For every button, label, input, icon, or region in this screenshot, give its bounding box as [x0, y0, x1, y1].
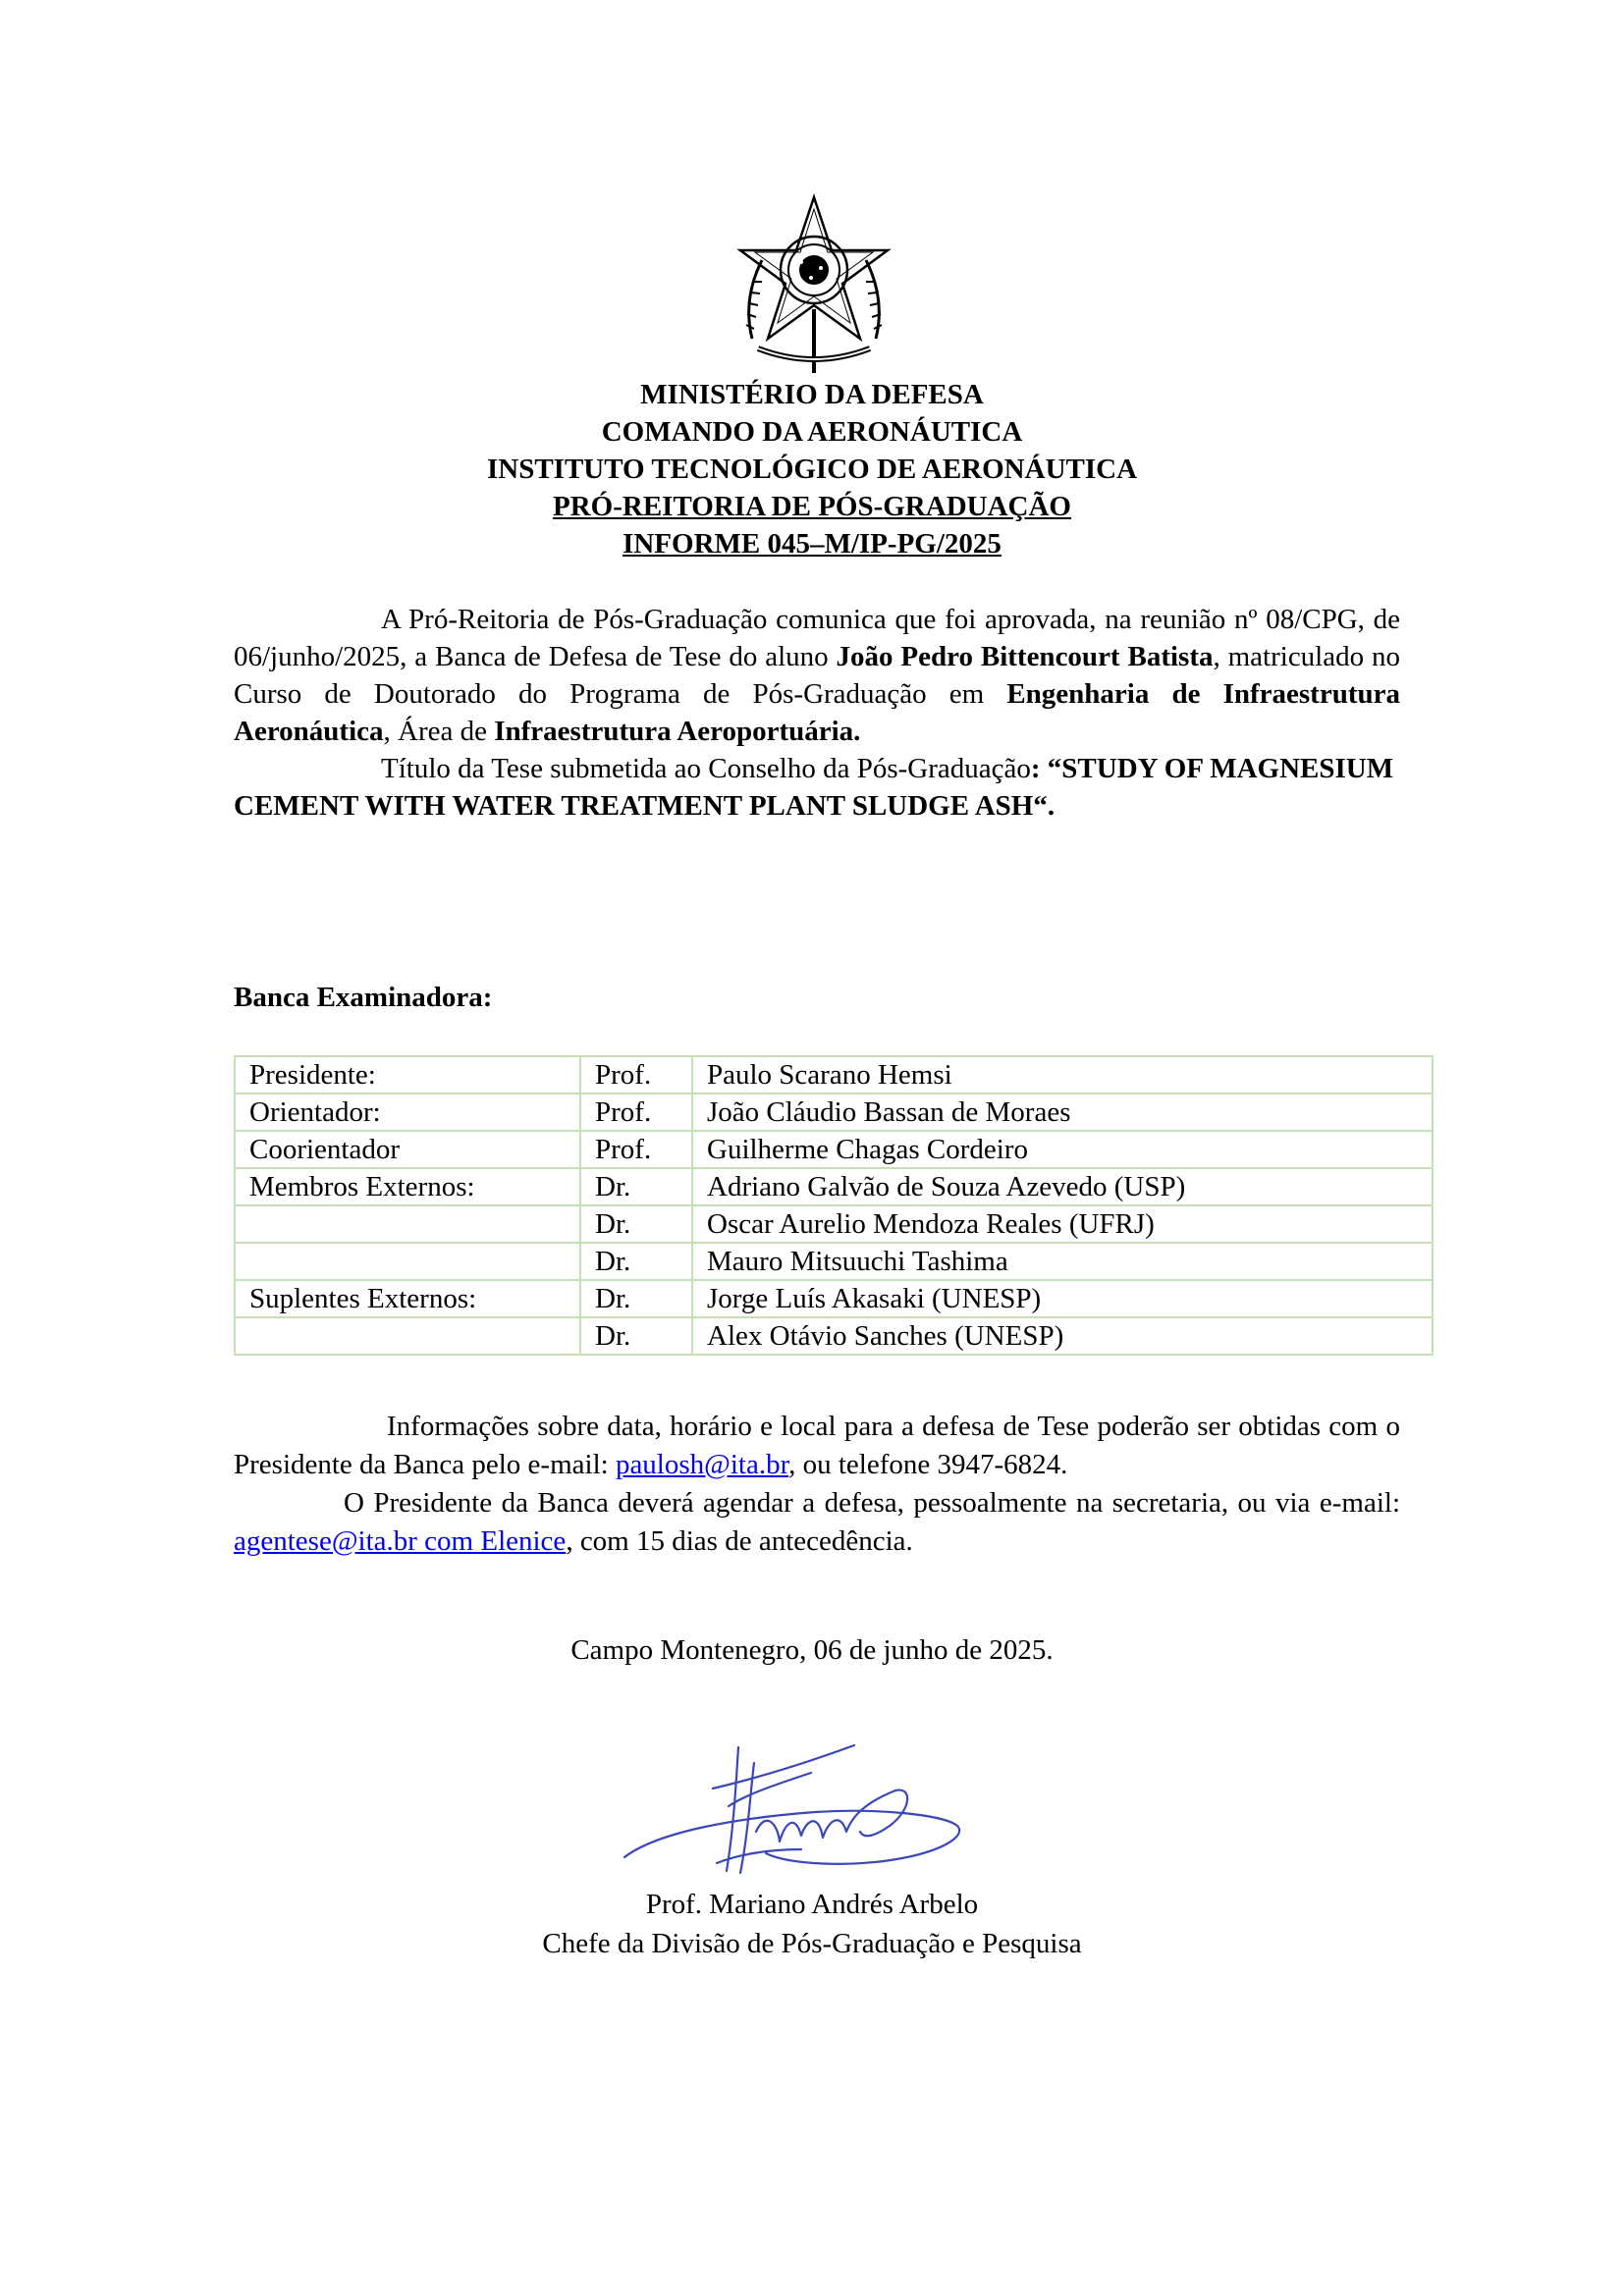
- contact-text: , ou telefone 3947-6824.: [788, 1449, 1068, 1480]
- secretary-email-link[interactable]: agentese@ita.br com Elenice: [234, 1525, 567, 1557]
- informe-number: INFORME 045–M/IP-PG/2025: [623, 528, 1001, 560]
- contact-paragraph: [234, 1408, 1400, 1484]
- institute-line: INSTITUTO TECNOLÓGICO DE AERONÁUTICA: [486, 454, 1138, 485]
- committee-role: Membros Externos:: [235, 1168, 580, 1205]
- table-row: [235, 1243, 1433, 1280]
- brazil-coat-of-arms-icon: [732, 191, 895, 378]
- committee-member-name: Jorge Luís Akasaki (UNESP): [692, 1280, 1433, 1317]
- command-line: COMANDO DA AERONÁUTICA: [601, 416, 1023, 448]
- committee-role: Suplentes Externos:: [235, 1280, 580, 1317]
- committee-title: Prof.: [580, 1094, 692, 1131]
- committee-role: [235, 1317, 580, 1355]
- announcement-body: [234, 601, 1400, 825]
- president-email-link[interactable]: paulosh@ita.br: [615, 1449, 789, 1480]
- thesis-title-intro: Título da Tese submetida ao Conselho da Pós-Graduação: [381, 753, 1031, 784]
- committee-member-name: Alex Otávio Sanches (UNESP): [692, 1317, 1433, 1355]
- committee-title: Dr.: [580, 1168, 692, 1205]
- table-row: [235, 1168, 1433, 1205]
- announcement-text: A Pró-Reitoria de Pós-Graduação comunica que foi aprovada, na reunião nº 08/CPG, de 06/junho/2025, a Banca de Defesa de Tese do aluno: [234, 604, 1400, 672]
- table-row: [235, 1317, 1433, 1355]
- document-header: [0, 376, 1624, 562]
- committee-role: [235, 1205, 580, 1243]
- defense-info: [234, 1408, 1400, 1561]
- committee-label: Banca Examinadora:: [234, 982, 493, 1013]
- announcement-text: , Área de: [383, 716, 495, 747]
- area-name: Infraestrutura Aeroportuária.: [494, 716, 861, 747]
- committee-member-name: Mauro Mitsuuchi Tashima: [692, 1243, 1433, 1280]
- committee-title: Dr.: [580, 1280, 692, 1317]
- committee-member-name: João Cláudio Bassan de Moraes: [692, 1094, 1433, 1131]
- committee-member-name: Paulo Scarano Hemsi: [692, 1056, 1433, 1094]
- scheduling-text: , com 15 dias de antecedência.: [566, 1525, 913, 1557]
- contact-text: Informações sobre data, horário e local para a defesa de Tese poderão ser obtidas com o Presidente da Banca pelo e-mail:: [234, 1411, 1400, 1480]
- committee-role: Presidente:: [235, 1056, 580, 1094]
- table-row: [235, 1056, 1433, 1094]
- scheduling-paragraph: [234, 1484, 1400, 1561]
- committee-role: Orientador:: [235, 1094, 580, 1131]
- signer-block: [0, 1885, 1624, 1963]
- committee-member-name: Oscar Aurelio Mendoza Reales (UFRJ): [692, 1205, 1433, 1243]
- table-row: [235, 1131, 1433, 1168]
- committee-title: Prof.: [580, 1056, 692, 1094]
- thesis-title-paragraph: [234, 750, 1400, 825]
- table-row: [235, 1205, 1433, 1243]
- committee-role: [235, 1243, 580, 1280]
- announcement-paragraph: [234, 601, 1400, 750]
- signer-name: Prof. Mariano Andrés Arbelo: [645, 1889, 979, 1920]
- place-date: Campo Montenegro, 06 de junho de 2025.: [570, 1634, 1054, 1666]
- committee-role: Coorientador: [235, 1131, 580, 1168]
- table-row: [235, 1280, 1433, 1317]
- committee-member-name: Adriano Galvão de Souza Azevedo (USP): [692, 1168, 1433, 1205]
- committee-member-name: Guilherme Chagas Cordeiro: [692, 1131, 1433, 1168]
- committee-table: [234, 1055, 1434, 1356]
- announcement-text: , matriculado no Curso de Doutorado do Programa de Pós-Graduação em: [234, 641, 1400, 710]
- program-name: Engenharia de Infraestrutura Aeronáutica: [234, 678, 1400, 747]
- committee-title: Dr.: [580, 1205, 692, 1243]
- signature-image: [619, 1716, 972, 1883]
- student-name: João Pedro Bittencourt Batista: [836, 641, 1214, 672]
- committee-title: Dr.: [580, 1317, 692, 1355]
- thesis-title: : “STUDY OF MAGNESIUM CEMENT WITH WATER TREATMENT PLANT SLUDGE ASH“.: [234, 753, 1394, 822]
- pro-rectory-line: PRÓ-REITORIA DE PÓS-GRADUAÇÃO: [553, 491, 1071, 522]
- scheduling-text: O Presidente da Banca deverá agendar a defesa, pessoalmente na secretaria, ou via e-mail:: [344, 1487, 1400, 1519]
- table-row: [235, 1094, 1433, 1131]
- committee-title: Dr.: [580, 1243, 692, 1280]
- committee-title: Prof.: [580, 1131, 692, 1168]
- ministry-line: MINISTÉRIO DA DEFESA: [640, 379, 984, 410]
- signer-role: Chefe da Divisão de Pós-Graduação e Pesquisa: [542, 1928, 1082, 1959]
